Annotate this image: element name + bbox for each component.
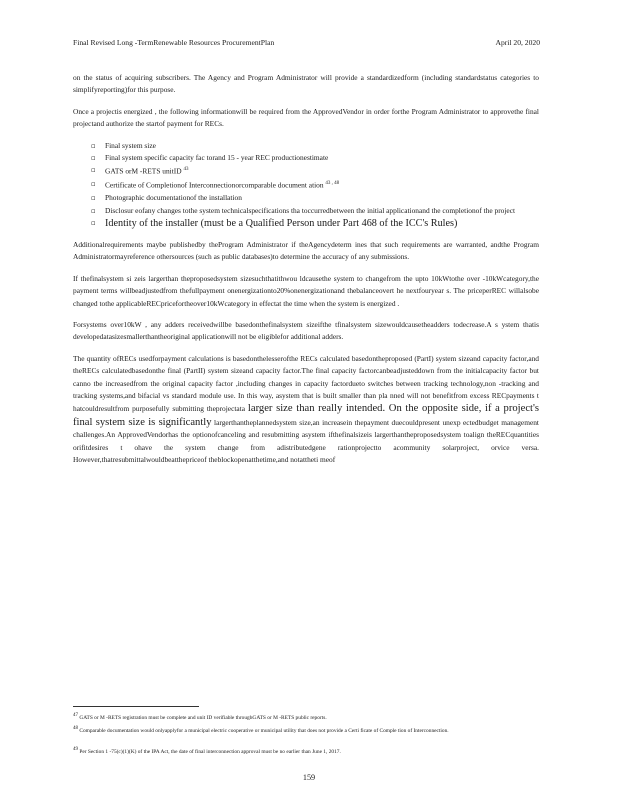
- bullet-marker: ▫: [91, 180, 96, 189]
- list-item: [73, 192, 539, 204]
- paragraph-size-change: If thefinalsystem si zeis largerthan theproposedsystem sizesuchthatithwou ldcausethe system to changefrom the upto 10kWtothe over -10kWcategory,the payment terms willbeadjustedfrom thefullpayment onenergizationto20%onenergizationand thebalanceovert he nextfouryear s. The priceperREC willalsobe changed tothe applicableRECpricefortheover10kWcategory in effectat the time when the system is energized .: [73, 273, 539, 308]
- header-date: April 20, 2020: [495, 38, 540, 47]
- footnote-text: GATS or M -RETS registration must be complete and unit ID verifiable throughGATS or M -RETS public reports.: [79, 714, 327, 721]
- footnote-text: Comparable documentation would onlyapplyfor a municipal electric cooperative or municipal utility that does not provide a Certi ficate of Comple tion of Interconnection.: [79, 727, 449, 734]
- footnote: [73, 746, 539, 756]
- list-item-text: Certificate of Completionof Interconnectionorcomparable document ation: [105, 180, 324, 190]
- header-title: Final Revised Long -TermRenewable Resources ProcurementPlan: [73, 38, 275, 47]
- list-item: [73, 217, 539, 230]
- bullet-marker: ▫: [91, 206, 96, 215]
- bullet-marker: ▫: [91, 194, 96, 203]
- bullet-marker: ▫: [91, 166, 96, 175]
- footnote-number: 49: [73, 747, 78, 752]
- paragraph-rec-quantity: [73, 353, 539, 467]
- footnote-number: 47: [73, 713, 78, 718]
- footnote-text: Per Section 1 -75(c)(1)(K) of the IPA Act, the date of final interconnection approval must be no earlier than June 1, 2017.: [79, 748, 341, 755]
- footnote-ref: 43: [183, 167, 189, 173]
- footnote-ref: 43 , 48: [325, 181, 340, 187]
- list-item-text: GATS orM -RETS unitID: [105, 166, 182, 176]
- requirements-list: [73, 140, 539, 230]
- page-number: 159: [302, 773, 316, 782]
- paragraph-status: on the status of acquiring subscribers. The Agency and Program Administrator will provide a standardizedform (including standardstatus categories to simplifyreporting)for this purpose.: [73, 73, 539, 95]
- footnote: [73, 712, 539, 722]
- list-item: [73, 140, 539, 152]
- bullet-marker: ▫: [91, 154, 96, 163]
- list-item: [73, 164, 539, 178]
- paragraph-adders: Forsystems over10kW , any adders receivedwillbe basedonthefinalsystem sizeifthe tfinalsystem sizewouldcausetheadders todecrease.A s ystem thatis developedatasizesmallerthantheoriginal applicationwill not be eligiblefor additional adders.: [73, 320, 539, 342]
- list-item-text: Disclosur eofany changes tothe system technicalspecifications tha toccurredbetween the initial applicationand the completionof the project: [105, 205, 516, 215]
- body-text: [73, 72, 539, 476]
- list-item-text: Final system specific capacity fac torand 15 - year REC productionestimate: [105, 153, 329, 163]
- paragraph-text: The quantity ofRECs usedforpayment calculations is basedonthelesserofthe RECs calculated basedontheproposed (PartI) system sizeand capacity factor,and theRECs calculatedbasedonthe final (PartII) system sizeand capacity factor.The final capacity factorcanbeadjusteddown from the initialcapacity factor but canno tbe increasedfrom the original capacity factor ,including changes in capacity factordueto switches between tracking technology,non -tracking and tracking systems,and bifacial vs standard module use. In this way, asystem that is built smaller than pla nned will not benefitfrom excess RECpayments t hatcouldresultfrom purposefully submitting theprojectata: [73, 353, 539, 414]
- paragraph-energized: Once a projectis energized , the following informationwill be required from the ApprovedVendor in order forthe Program Administrator to approvethe final projectand authorize the startof payment for RECs.: [73, 106, 539, 129]
- running-header: [73, 38, 540, 47]
- list-item: [73, 152, 539, 164]
- list-item-text: Photographic documentationof the installation: [105, 193, 242, 203]
- bullet-marker: ▫: [91, 141, 96, 150]
- list-item: [73, 178, 539, 192]
- paragraph-text-large: larger size than really intended. On the opposite side, if a project's final system size is significantly: [73, 403, 539, 428]
- footnote: [73, 725, 539, 735]
- footnote-separator: [73, 706, 199, 707]
- bullet-marker: ▫: [91, 219, 96, 227]
- paragraph-text: largerthantheplannedsystem size,an increasein thepayment duecouldpresent unexp ectedbudget management challenges.An ApprovedVendorhas the optionofcanceling and resubmitting asystem ifthefinalsizeis largerthantheproposedsystem toalign theRECquantities orifitdesires t ohave the system change from adistributedgene rationprojectto acommunity solarproject, orvice versa. However,thatresubmittalwouldbeatthepriceof theblockopenatthetime,and notattheti meof: [73, 417, 539, 465]
- list-item: [73, 205, 539, 217]
- list-item-text: Identity of the installer (must be a Qualified Person under Part 468 of the ICC's Rules): [105, 218, 458, 229]
- list-item-text: Final system size: [105, 140, 156, 150]
- paragraph-additional-requirements: Additionalrequirements maybe publishedby theProgram Administrator if theAgencydeterm ines that such requirements are warranted, andthe Program Administratormayreference othersources (such as public databases)to determine the accuracy of any submissions.: [73, 240, 539, 262]
- footnote-number: 48: [73, 726, 78, 731]
